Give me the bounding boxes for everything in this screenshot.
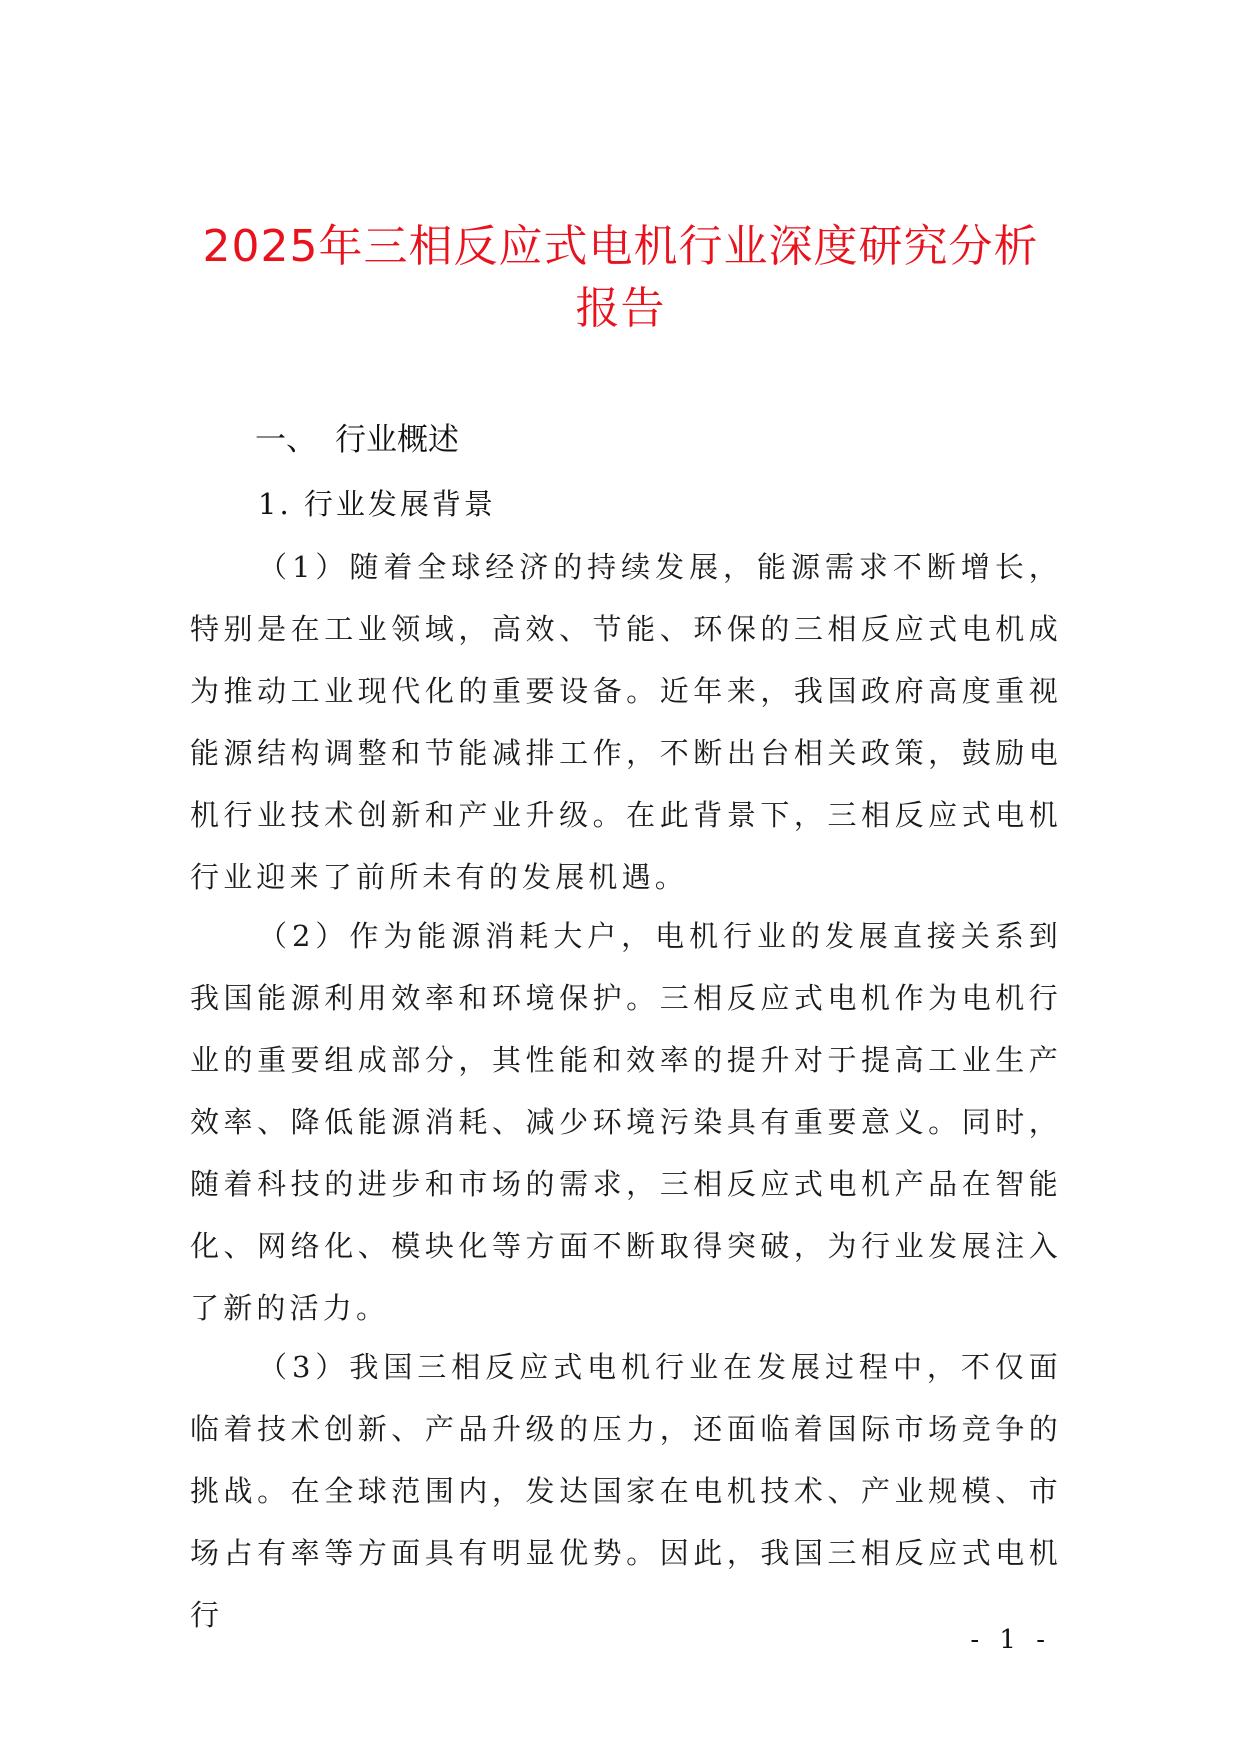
paragraph-2: （2）作为能源消耗大户，电机行业的发展直接关系到我国能源利用效率和环境保护。三相反应式电机作为电机行业的重要组成部分，其性能和效率的提升对于提高工业生产效率、降低能源消耗、减少环境污染具有重要意义。同时，随着科技的进步和市场的需求，三相反应式电机产品在智能化、网络化、模块化等方面不断取得突破，为行业发展注入了新的活力。 — [190, 919, 1062, 1325]
paragraph-1: （1）随着全球经济的持续发展，能源需求不断增长，特别是在工业领域，高效、节能、环保的三相反应式电机成为推动工业现代化的重要设备。近年来，我国政府高度重视能源结构调整和节能减排工作，不断出台相关政策，鼓励电机行业技术创新和产业升级。在此背景下，三相反应式电机行业迎来了前所未有的发展机遇。 — [190, 550, 1062, 894]
page-number: - 1 - — [970, 1625, 1051, 1655]
section-number: 一、 — [255, 422, 317, 458]
subsection-heading: 1. 行业发展背景 — [258, 487, 496, 521]
section-title: 行业概述 — [335, 422, 459, 458]
paragraph-3: （3）我国三相反应式电机行业在发展过程中，不仅面临着技术创新、产品升级的压力，还面临着国际市场竞争的挑战。在全球范围内，发达国家在电机技术、产业规模、市场占有率等方面具有明显优势。因此，我国三相反应式电机行 — [190, 1350, 1062, 1632]
document-title-line-2: 报告 — [575, 283, 666, 334]
section-heading — [255, 418, 459, 462]
document-title-line-1: 2025年三相反应式电机行业深度研究分析 — [202, 221, 1039, 272]
